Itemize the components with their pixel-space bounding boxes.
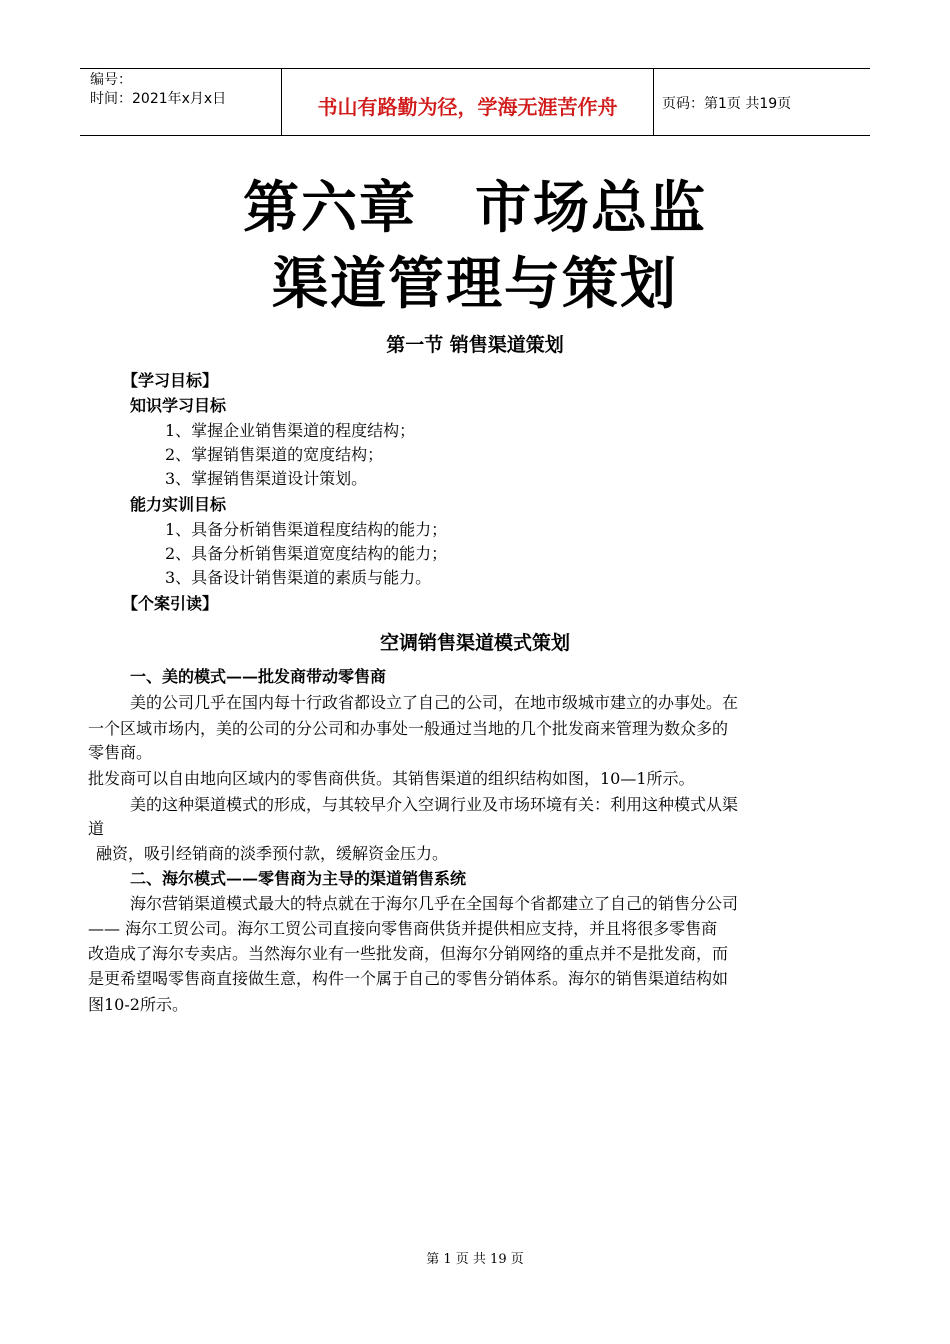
haier-line: —— 海尔工贸公司。海尔工贸公司直接向零售商供货并提供相应支持，并且将很多零售商 — [88, 919, 718, 938]
haier-line: 海尔营销渠道模式最大的特点就在于海尔几乎在全国每个省都建立了自己的销售分公司 — [130, 894, 739, 913]
section-title: 第一节 销售渠道策划 — [386, 334, 564, 356]
midea-line: 零售商。 — [88, 743, 153, 762]
knowledge-item: 1、掌握企业销售渠道的程度结构； — [165, 421, 416, 440]
case-title: 空调销售渠道模式策划 — [379, 632, 570, 654]
chapter-subtitle: 渠道管理与策划 — [272, 252, 678, 317]
haier-heading: 二、海尔模式——零售商为主导的渠道销售系统 — [130, 869, 467, 888]
header-page-label: 页码：第1页 共19页 — [662, 96, 792, 112]
midea-line: 批发商可以自由地向区域内的零售商供货。其销售渠道的组织结构如图，10—1所示。 — [88, 769, 695, 788]
header-page-cell — [654, 69, 870, 135]
case-heading: 【个案引读】 — [122, 594, 219, 613]
learning-heading: 【学习目标】 — [122, 371, 219, 390]
number-label: 编号： — [90, 72, 132, 88]
midea-line: 融资，吸引经销商的淡季预付款，缓解资金压力。 — [96, 844, 449, 863]
time-label: 时间：2021年x月x日 — [90, 91, 227, 107]
page-header — [80, 68, 870, 136]
header-motto: 书山有路勤为径，学海无涯苦作舟 — [317, 95, 618, 119]
midea-line: 美的这种渠道模式的形成，与其较早介入空调行业及市场环境有关：利用这种模式从渠 — [130, 795, 739, 814]
midea-line: 一个区域市场内，美的公司的分公司和办事处一般通过当地的几个批发商来管理为数众多的 — [88, 719, 729, 738]
midea-line: 道 — [88, 819, 105, 838]
chapter-title: 第六章 市场总监 — [243, 176, 707, 241]
header-meta-cell — [80, 69, 282, 135]
midea-line: 美的公司几乎在国内每十行政省都设立了自己的公司，在地市级城市建立的办事处。在 — [130, 693, 739, 712]
haier-line: 是更希望喝零售商直接做生意，构件一个属于自己的零售分销体系。海尔的销售渠道结构如 — [88, 969, 729, 988]
header-motto-cell — [282, 69, 654, 135]
page-footer: 第 1 页 共 19 页 — [426, 1252, 524, 1267]
knowledge-item: 3、掌握销售渠道设计策划。 — [165, 469, 368, 488]
haier-line: 改造成了海尔专卖店。当然海尔业有一些批发商，但海尔分销网络的重点并不是批发商，而 — [88, 944, 729, 963]
haier-line: 图10-2所示。 — [88, 995, 188, 1014]
knowledge-heading: 知识学习目标 — [130, 396, 227, 415]
ability-item: 2、具备分析销售渠道宽度结构的能力； — [165, 544, 448, 563]
midea-heading: 一、美的模式——批发商带动零售商 — [130, 667, 387, 686]
knowledge-item: 2、掌握销售渠道的宽度结构； — [165, 445, 384, 464]
ability-item: 3、具备设计销售渠道的素质与能力。 — [165, 568, 432, 587]
ability-heading: 能力实训目标 — [130, 495, 227, 514]
ability-item: 1、具备分析销售渠道程度结构的能力； — [165, 520, 448, 539]
